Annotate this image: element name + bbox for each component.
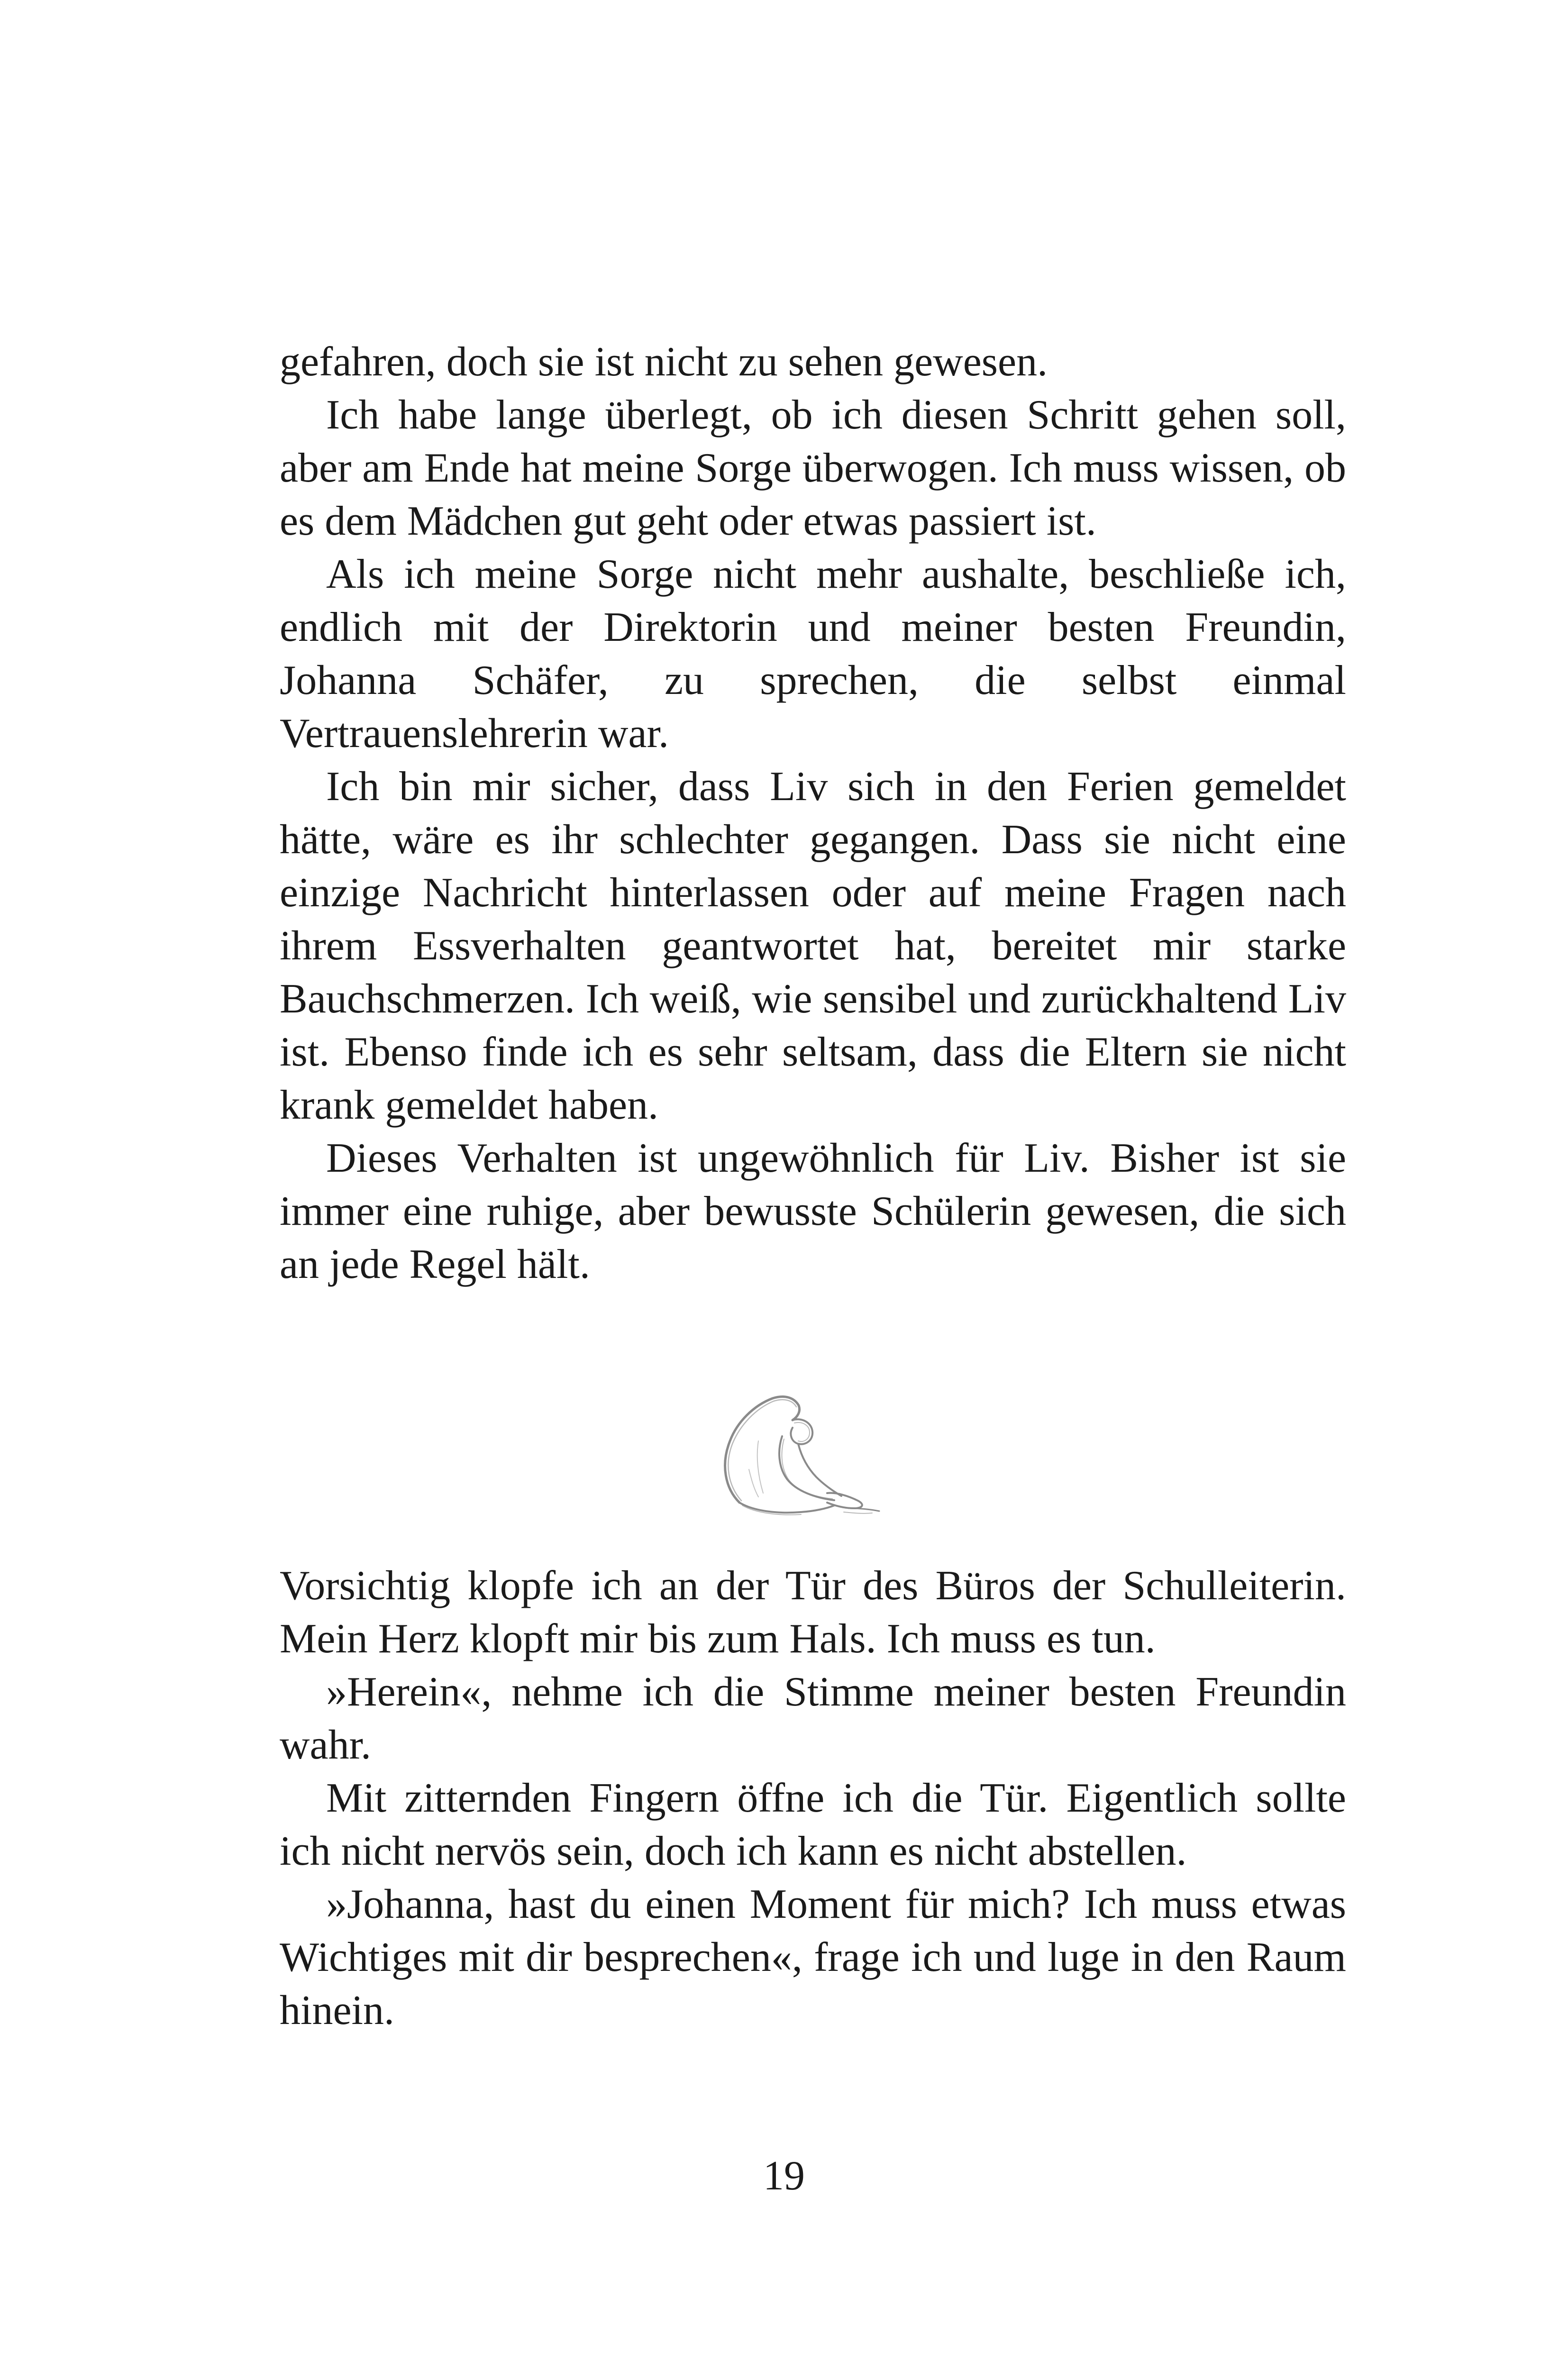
paragraph: Als ich meine Sorge nicht mehr aushalte, beschließe ich, endlich mit der Direktorin und meiner besten Freundin, Johanna Schäfer, zu sprechen, die selbst einmal Vertrauenslehrerin war. <box>280 551 1346 757</box>
paragraph: Dieses Verhalten ist ungewöhnlich für Liv. Bisher ist sie immer eine ruhige, aber bewusste Schülerin gewesen, die sich an jede Regel hält. <box>280 1135 1346 1287</box>
paragraph-continuation: gefahren, doch sie ist nicht zu sehen gewesen. <box>280 339 1048 385</box>
text-section-1 <box>280 336 1346 1291</box>
paragraph: Mit zitternden Fingern öffne ich die Tür. Eigentlich sollte ich nicht nervös sein, doch ich kann es nicht abstellen. <box>280 1775 1346 1874</box>
paragraph: »Johanna, hast du einen Moment für mich? Ich muss etwas Wichtiges mit dir besprechen«, frage ich und luge in den Raum hinein. <box>280 1881 1346 2033</box>
paragraph: »Herein«, nehme ich die Stimme meiner besten Freundin wahr. <box>280 1669 1346 1768</box>
paragraph: Ich habe lange überlegt, ob ich diesen Schritt gehen soll, aber am Ende hat meine Sorge überwogen. Ich muss wissen, ob es dem Mädchen gut geht oder etwas passiert ist. <box>280 392 1346 544</box>
page-number: 19 <box>763 2153 805 2199</box>
sitting-figure-sketch-icon <box>706 1384 905 1536</box>
paragraph-section-start: Vorsichtig klopfe ich an der Tür des Büros der Schulleiterin. Mein Herz klopft mir bis zum Hals. Ich muss es tun. <box>280 1563 1346 1662</box>
text-section-2 <box>280 1559 1346 2037</box>
paragraph: Ich bin mir sicher, dass Liv sich in den Ferien gemeldet hätte, wäre es ihr schlechter gegangen. Dass sie nicht eine einzige Nachricht hinterlassen oder auf meine Fragen nach ihrem Essverhalten geantwortet hat, bereitet mir starke Bauchschmerzen. Ich weiß, wie sensibel und zurückhaltend Liv ist. Ebenso finde ich es sehr seltsam, dass die Eltern sie nicht krank gemeldet haben. <box>280 764 1346 1128</box>
